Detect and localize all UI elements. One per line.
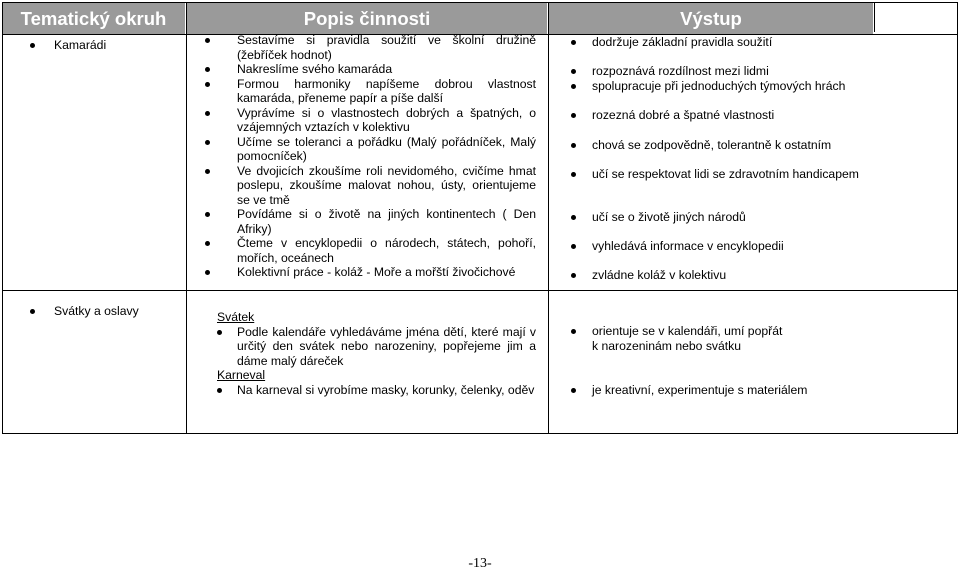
bullet-icon — [30, 309, 35, 314]
header-popis-cinnosti: Popis činnosti — [187, 2, 547, 35]
list-item: chová se zodpovědně, tolerantně k ostatním — [565, 138, 831, 153]
bullet-icon — [205, 140, 210, 145]
list-item: rozpoznává rozdílnost mezi lidmi — [565, 64, 769, 79]
bullet-icon — [205, 67, 210, 72]
bullet-icon — [205, 212, 210, 217]
activities-svatky — [197, 310, 536, 397]
list-item: Učíme se toleranci a pořádku (Malý pořádníček, Malý pomocníček) — [203, 135, 536, 164]
topic-svatky-a-oslavy — [30, 304, 139, 318]
list-item: Formou harmoniky napíšeme dobrou vlastnost kamaráda, přeneme papír a píše další — [203, 77, 536, 106]
subheading-svatek: Svátek — [217, 310, 255, 324]
bullet-icon — [217, 388, 222, 393]
header-vystup: Výstup — [549, 2, 873, 35]
table-divider-2 — [548, 2, 549, 434]
list-item: učí se respektovat lidi se zdravotním handicapem — [565, 167, 859, 182]
list-item: Kolektivní práce - koláž - Moře a mořští živočichové — [203, 265, 536, 280]
bullet-icon — [571, 388, 576, 393]
list-item: rozezná dobré a špatné vlastnosti — [565, 108, 774, 123]
list-item: vyhledává informace v encyklopedii — [565, 239, 784, 254]
list-item: Nakreslíme svého kamaráda — [203, 62, 536, 77]
list-item: dodržuje základní pravidla soužití — [565, 35, 772, 50]
list-item: učí se o životě jiných národů — [565, 210, 746, 225]
list-item: Ve dvojicích zkoušíme roli nevidomého, cvičíme hmat poslepu, zkoušíme malovat nohou, ústy, orientujeme se ve tmě — [203, 164, 536, 208]
topic-label: Kamarádi — [54, 38, 107, 52]
bullet-icon — [205, 169, 210, 174]
list-item: orientuje se v kalendáři, umí popřát k narozeninám nebo svátku — [565, 324, 782, 353]
bullet-icon — [217, 330, 222, 335]
table-border-left — [2, 2, 3, 434]
list-item: Vyprávíme si o vlastnostech dobrých a špatných, o vzájemných vztazích v kolektivu — [203, 106, 536, 135]
bullet-icon — [205, 111, 210, 116]
list-item: Na karneval si vyrobíme masky, korunky, čelenky, oděv — [197, 383, 536, 398]
list-item: Čteme v encyklopedii o národech, státech, pohoří, mořích, oceánech — [203, 236, 536, 265]
activities-kamaradi — [203, 33, 536, 280]
topic-label: Svátky a oslavy — [54, 304, 139, 318]
subheading-karneval: Karneval — [217, 368, 266, 382]
page-number: -13- — [468, 556, 492, 571]
bullet-icon — [30, 43, 35, 48]
topic-kamaradi — [30, 38, 106, 52]
curriculum-table — [2, 2, 958, 434]
table-divider-1 — [186, 2, 187, 434]
outcomes-svatky — [565, 2, 955, 434]
bullet-icon — [205, 241, 210, 246]
list-item: spolupracuje při jednoduchých týmových hrách — [565, 79, 845, 94]
table-border-right — [957, 2, 958, 434]
bullet-icon — [571, 329, 576, 334]
list-item: Povídáme si o životě na jiných kontinentech ( Den Afriky) — [203, 207, 536, 236]
list-item: je kreativní, experimentuje s materiálem — [565, 383, 807, 398]
list-item: Sestavíme si pravidla soužití ve školní družině (žebříček hodnot) — [203, 33, 536, 62]
header-tematicky-okruh: Tematický okruh — [2, 2, 185, 35]
bullet-icon — [205, 82, 210, 87]
list-item: zvládne koláž v kolektivu — [565, 268, 726, 283]
bullet-icon — [205, 38, 210, 43]
list-item: Podle kalendáře vyhledáváme jména dětí, které mají v určitý den svátek nebo narozeniny, popřejeme jim a dáme malý dáreček — [197, 325, 536, 369]
bullet-icon — [205, 270, 210, 275]
